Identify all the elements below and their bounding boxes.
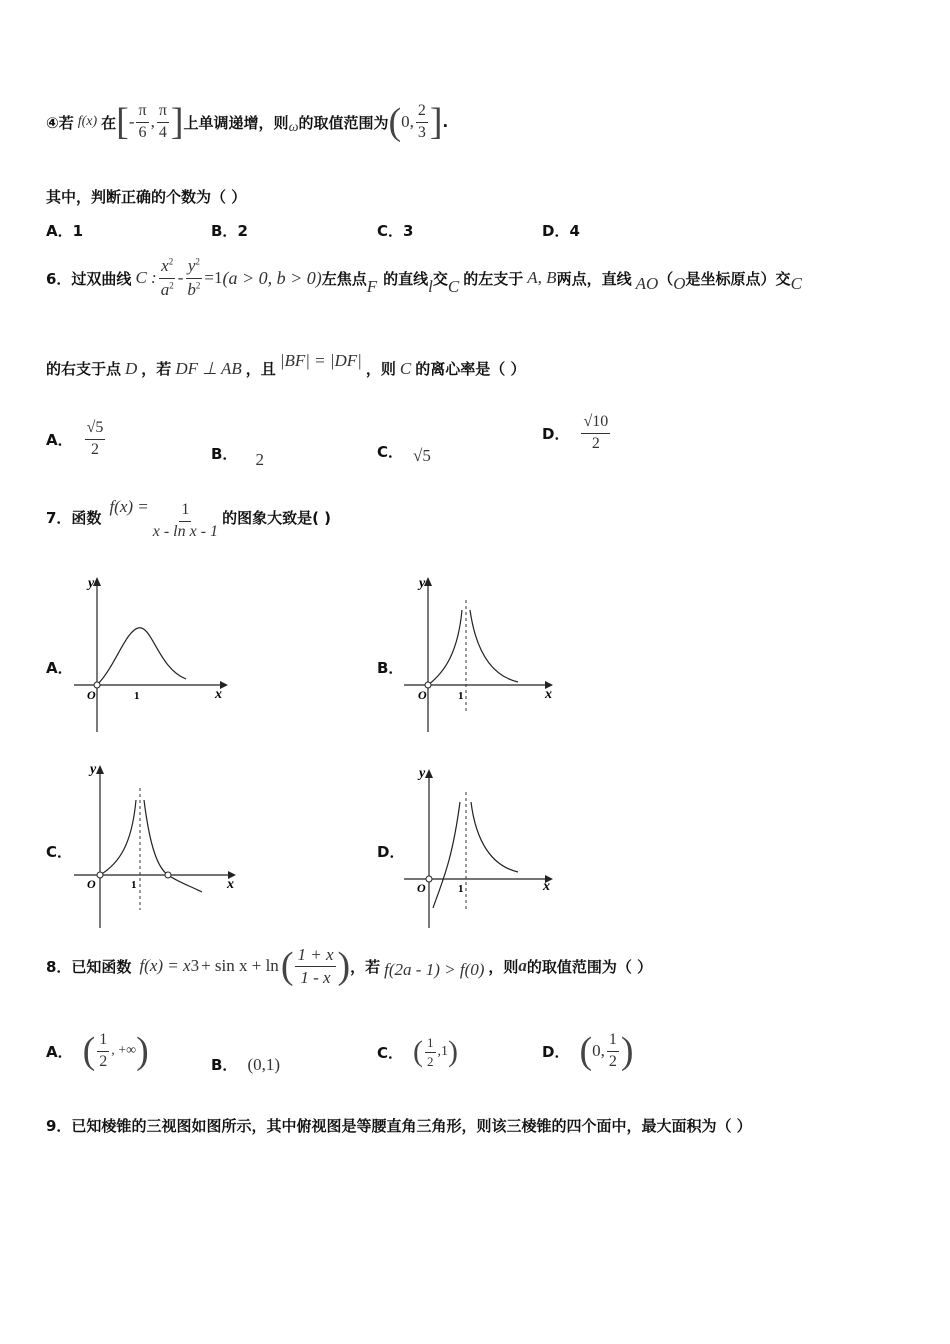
right-branch: [471, 802, 518, 872]
y-label: y: [90, 762, 97, 777]
curve: [97, 628, 186, 685]
q5-stem: 其中，判断正确的个数为（ ）: [46, 188, 247, 206]
x-label: x: [545, 687, 552, 702]
q6-option-a[interactable]: A． $\frac{√5}{2}$: [46, 419, 104, 458]
q6-option-c[interactable]: C． √5: [377, 442, 431, 465]
interval-left-bracket: [: [116, 101, 129, 144]
graph-label-a[interactable]: A．: [46, 659, 73, 677]
q6-line-1: 6．过双曲线 C : $\frac{x^2}{a^2}$ - $\frac{y^2}{b^2}$ =1 (a > 0, b > 0) 左焦点 F 的直线 l 交 C 的左支于 A, B 两点，直线 AO （ O 是坐标原点）交 C: [46, 256, 802, 299]
graph-label-d[interactable]: D．: [377, 843, 405, 861]
origin-label: O: [87, 688, 96, 702]
q8-option-b[interactable]: B． (0,1): [211, 1054, 281, 1074]
origin-label: O: [418, 688, 427, 702]
fx-symbol: f(x): [77, 114, 98, 130]
x-label: x: [543, 879, 550, 894]
left-branch: [428, 610, 462, 685]
interval-right-bracket: ]: [170, 101, 184, 144]
graph-d: [400, 762, 560, 932]
graph-label-b[interactable]: B．: [377, 659, 404, 677]
y-label: y: [419, 576, 426, 591]
y-axis-arrow: [96, 765, 104, 774]
y-label: y: [88, 576, 95, 591]
graph-b: [400, 572, 560, 734]
q6-option-d[interactable]: D． $\frac{√10}{2}$: [542, 413, 609, 452]
q9-stem: 9．已知棱锥的三视图如图所示，其中俯视图是等腰直角三角形，则该三棱锥的四个面中，最大面积为（ ）: [46, 1117, 752, 1135]
q8-option-a[interactable]: A． ( $\frac{1}{2}$ , +∞ ): [46, 1030, 149, 1073]
q5-option-d[interactable]: D． 4: [542, 221, 580, 240]
right-branch: [144, 800, 202, 892]
range-open: (: [388, 101, 402, 144]
tick-1: 1: [131, 879, 137, 891]
text-in: 在: [101, 113, 117, 132]
graph-a: [70, 572, 230, 734]
tick-1: 1: [458, 883, 464, 895]
graph-label-c[interactable]: C．: [46, 843, 73, 861]
left-branch: [433, 802, 460, 908]
frac-2-3: $\frac{2}{3}$: [417, 102, 426, 141]
neg-sign: -: [128, 112, 135, 132]
range-close: ]: [429, 101, 443, 144]
origin-label: O: [417, 881, 426, 895]
y-axis-arrow: [425, 769, 433, 778]
q6-line-2: 的右支于点 D ，若 DF ⊥ AB ，且 |BF| = |DF| ，则 C 的离心率是（ ）: [46, 350, 526, 378]
origin-dot: [97, 872, 103, 878]
right-branch: [470, 610, 518, 682]
y-label: y: [419, 766, 426, 781]
x-label: x: [215, 687, 222, 702]
origin-dot: [426, 876, 432, 882]
origin-label: O: [87, 877, 96, 891]
graph-c: [70, 758, 245, 930]
item-4-marker: ④若: [46, 113, 74, 132]
zero-dot: [165, 872, 171, 878]
x-label: x: [227, 877, 234, 892]
item-4-line: ④若 f(x) 在 [ - $\frac{\pi}{6}$ , $\frac{\pi}{4}$ ] 上单调递增，则 ω 的取值范围为 ( 0, $\frac{2}{3}$ ] .: [46, 101, 449, 144]
text-range: 的取值范围为: [298, 113, 389, 132]
frac-pi-6: $\frac{\pi}{6}$: [138, 102, 147, 141]
q8-option-d[interactable]: D． ( 0, $\frac{1}{2}$ ): [542, 1030, 634, 1073]
q5-option-b[interactable]: B． 2: [211, 221, 248, 240]
q8-option-c[interactable]: C． ( $\frac{1}{2}$ ,1 ): [377, 1035, 459, 1069]
q5-option-a[interactable]: A． 1: [46, 221, 84, 240]
q5-option-c[interactable]: C． 3: [377, 221, 414, 240]
q7-line: 7．函数 f(x) = $\frac{1}{\text{x - ln x - 1}}$ 的图象大致是( ): [46, 497, 331, 540]
frac-pi-4: $\frac{\pi}{4}$: [158, 102, 167, 141]
q8-line: 8．已知函数 f(x) = x 3 + sin x + ln ( $\frac{1 + x}{1 - x}$ ) ，若 f(2a - 1) > f(0) ，则 a 的取值范围为（ ）: [46, 945, 653, 988]
tick-1: 1: [134, 690, 140, 702]
text-monotone: 上单调递增，则: [183, 113, 289, 132]
left-branch: [100, 800, 136, 875]
omega-symbol: ω: [288, 120, 299, 136]
q6-option-b[interactable]: B． 2: [211, 444, 264, 469]
tick-1: 1: [458, 690, 464, 702]
